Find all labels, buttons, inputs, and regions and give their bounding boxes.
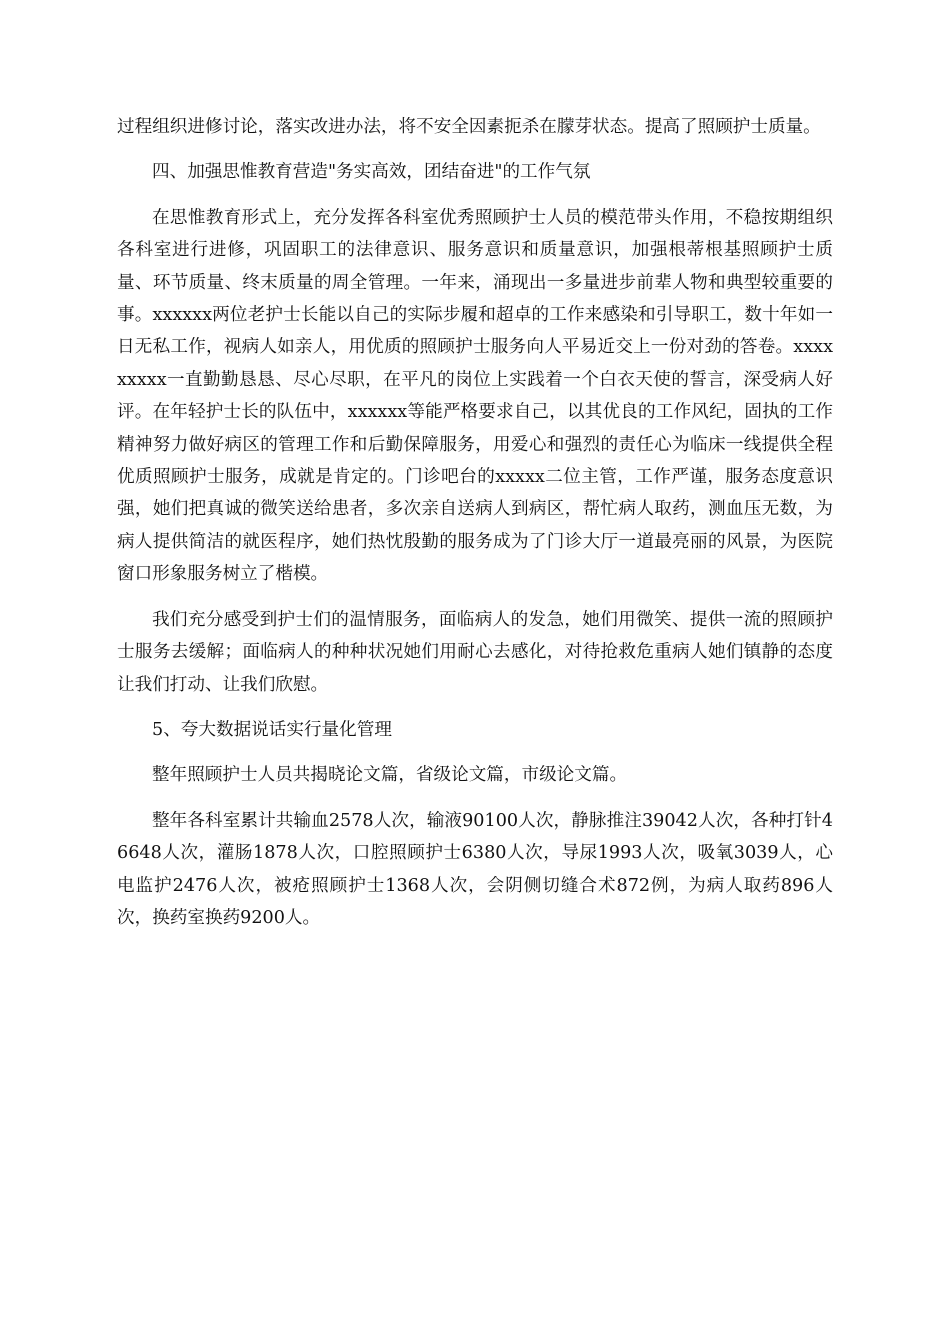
paragraph-nurse-service: 我们充分感受到护士们的温情服务，面临病人的发急，她们用微笑、提供一流的照顾护士服务去缓解；面临病人的种种状况她们用耐心去感化，对待抢救危重病人她们镇静的态度让我们打动、让我们欣慰。 [117, 609, 833, 695]
paragraph-papers: 整年照顾护士人员共揭晓论文篇，省级论文篇，市级论文篇。 [152, 765, 628, 786]
paragraph-ideology-education: 在思惟教育形式上，充分发挥各科室优秀照顾护士人员的模范带头作用，不稳按期组织各科室进行进修，巩固职工的法律意识、服务意识和质量意识，加强根蒂根基照顾护士质量、环节质量、终末质量的周全管理。一年来，涌现出一多量进步前辈人物和典型较重要的事。xxxxxx两位老护士长能以自己的实际步履和超卓的工作来感染和引导职工，数十年如一日无私工作，视病人如亲人，用优质的照顾护士服务向人平易近交上一份对劲的答卷。xxxxxxxxx一直勤勤恳恳、尽心尽职，在平凡的岗位上实践着一个白衣天使的誓言，深受病人好评。在年轻护士长的队伍中，xxxxxx等能严格要求自己，以其优良的工作风纪，固执的工作精神努力做好病区的管理工作和后勤保障服务，用爱心和强烈的责任心为临床一线提供全程优质照顾护士服务，成就是肯定的。门诊吧台的xxxxx二位主管，工作严谨，服务态度意识强，她们把真诚的微笑送给患者，多次亲自送病人到病区，帮忙病人取药，测血压无数，为病人提供简洁的就医程序，她们热忱殷勤的服务成为了门诊大厅一道最亮丽的风景，为医院窗口形象服务树立了楷模。 [117, 207, 833, 585]
section-heading-5: 5、夸大数据说话实行量化管理 [152, 719, 392, 740]
paragraph-continuation: 过程组织进修讨论，落实改进办法，将不安全因素扼杀在朦芽状态。提高了照顾护士质量。 [117, 117, 821, 137]
document-body [117, 111, 833, 934]
paragraph-statistics: 整年各科室累计共输血2578人次，输液90100人次，静脉推注39042人次，各种打针46648人次，灌肠1878人次，口腔照顾护士6380人次，导尿1993人次，吸氧3039人，心电监护2476人次，被疮照顾护士1368人次，会阴侧切缝合术872例，为病人取药896人次，换药室换药9200人。 [117, 810, 833, 928]
section-heading-4: 四、加强思惟教育营造"务实高效，团结奋进"的工作气氛 [152, 162, 591, 183]
